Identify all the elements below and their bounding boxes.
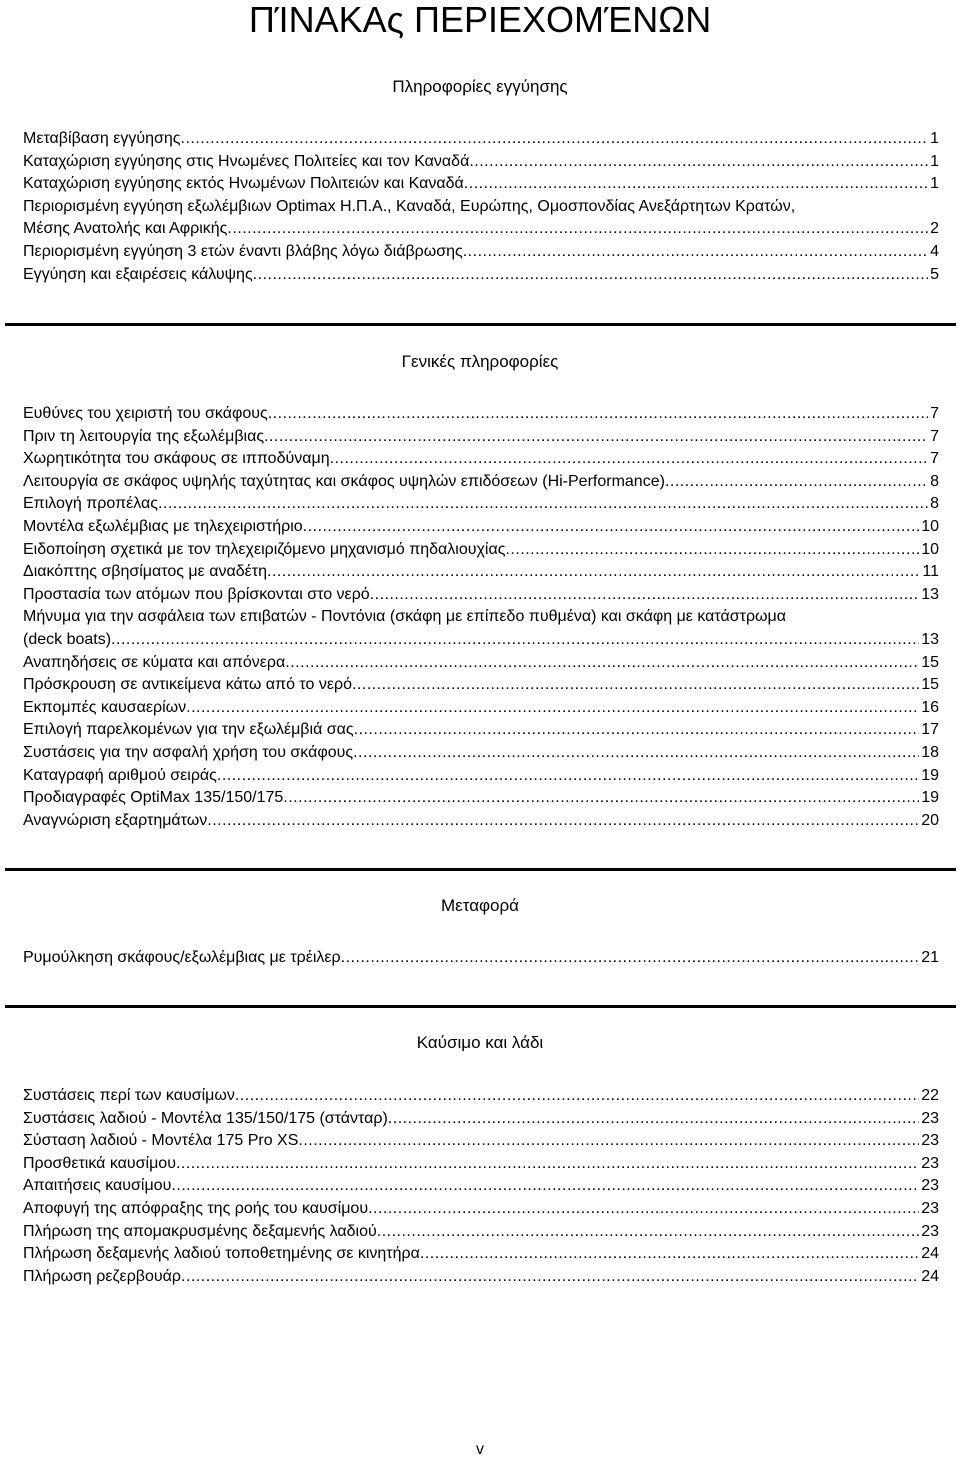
toc-entry-text: Περιορισμένη εγγύηση εξωλέμβιων Optimax Η.Π.Α., Καναδά, Ευρώπης, Ομοσπονδίας Ανεξάρτητων Κρατών, bbox=[23, 197, 796, 215]
dot-leader bbox=[186, 697, 919, 720]
toc-entry[interactable] bbox=[23, 697, 939, 720]
toc-page-number: 17 bbox=[921, 721, 939, 739]
toc-page-number: 8 bbox=[930, 495, 939, 513]
section-title-general: Γενικές πληροφορίες bbox=[401, 352, 559, 371]
toc-entry-text: Συστάσεις περί των καυσίμων bbox=[23, 1087, 235, 1104]
dot-leader bbox=[158, 493, 928, 516]
toc-page-number: 10 bbox=[921, 540, 939, 558]
toc-entry-text: Εγγύηση και εξαιρέσεις κάλυψης bbox=[23, 265, 253, 283]
toc-entry-text: Καταχώριση εγγύησης στις Ηνωμένες Πολιτείες και τον Καναδά bbox=[23, 152, 470, 170]
toc-page-number: 18 bbox=[921, 743, 939, 761]
dot-leader bbox=[665, 471, 928, 494]
toc-entry[interactable] bbox=[23, 1243, 939, 1266]
dot-leader bbox=[370, 584, 920, 607]
toc-page-number: 23 bbox=[921, 1222, 939, 1240]
dot-leader bbox=[253, 264, 928, 287]
toc-page-number: 1 bbox=[930, 152, 939, 170]
toc-entry-text: Αποφυγή της απόφραξης της ροής του καυσίμου bbox=[23, 1199, 369, 1217]
dot-leader bbox=[268, 403, 928, 426]
toc-page-number: 15 bbox=[921, 653, 939, 671]
toc-page-number: 11 bbox=[922, 563, 939, 581]
toc-entry[interactable] bbox=[23, 1221, 939, 1244]
toc-entry[interactable] bbox=[23, 151, 939, 174]
toc-entry[interactable] bbox=[23, 606, 939, 651]
toc-entry[interactable] bbox=[23, 1130, 939, 1153]
toc-entry[interactable] bbox=[23, 719, 939, 742]
section-title-fuel-oil: Καύσιμο και λάδι bbox=[416, 1033, 544, 1052]
toc-entry[interactable] bbox=[23, 765, 939, 788]
toc-page-number: 7 bbox=[930, 427, 939, 445]
toc-page-number: 23 bbox=[921, 1109, 939, 1127]
section-title-warranty: Πληροφορίες εγγύησης bbox=[392, 77, 568, 96]
dot-leader bbox=[377, 1221, 919, 1244]
toc-entry[interactable] bbox=[23, 1153, 939, 1176]
toc-entry[interactable] bbox=[23, 1108, 939, 1131]
toc-entry[interactable] bbox=[23, 1198, 939, 1221]
toc-entry[interactable] bbox=[23, 1175, 939, 1198]
toc-entry-text: Καταγραφή αριθμού σειράς bbox=[23, 766, 217, 784]
section-divider bbox=[5, 1005, 956, 1008]
toc-entry-text: Πλήρωση δεξαμενής λαδιού τοποθετημένης σε κινητήρα bbox=[23, 1245, 420, 1263]
toc-page-number: 20 bbox=[921, 811, 939, 829]
toc-entry-text: Προστασία των ατόμων που βρίσκονται στο νερό bbox=[23, 585, 370, 603]
dot-leader bbox=[420, 1243, 919, 1266]
section-divider bbox=[5, 323, 956, 326]
toc-entry-text: Αναπηδήσεις σε κύματα και απόνερα bbox=[23, 653, 286, 671]
toc-page-number: 24 bbox=[921, 1267, 939, 1285]
toc-page-number: 4 bbox=[930, 242, 939, 260]
toc-entry-text: Περιορισμένη εγγύηση 3 ετών έναντι βλάβης λόγω διάβρωσης bbox=[23, 242, 463, 260]
toc-page-number: 10 bbox=[921, 517, 939, 535]
dot-leader bbox=[303, 516, 920, 539]
toc-entry-text: Μοντέλα εξωλέμβιας με τηλεχειριστήριο bbox=[23, 517, 303, 535]
dot-leader bbox=[111, 629, 919, 652]
toc-entry-text: Επιλογή προπέλας bbox=[23, 495, 158, 513]
toc-entry-text: Ρυμούλκηση σκάφους/εξωλέμβιας με τρέιλερ bbox=[23, 949, 341, 966]
toc-page-number: 22 bbox=[921, 1087, 939, 1104]
toc-entry-text: Πλήρωση της απομακρυσμένης δεξαμενής λαδιού bbox=[23, 1222, 377, 1240]
toc-entry-text: Συστάσεις λαδιού - Μοντέλα 135/150/175 (στάνταρ) bbox=[23, 1109, 388, 1127]
dot-leader bbox=[264, 426, 928, 449]
toc-entry-text: Πριν τη λειτουργία της εξωλέμβιας bbox=[23, 427, 265, 445]
toc-entry-text: Καταχώριση εγγύησης εκτός Ηνωμένων Πολιτειών και Καναδά bbox=[23, 175, 464, 193]
toc-page-number: 13 bbox=[921, 630, 939, 648]
dot-leader bbox=[341, 947, 920, 970]
section-divider bbox=[5, 868, 956, 871]
toc-entry[interactable] bbox=[23, 787, 939, 810]
toc-entry[interactable] bbox=[23, 1266, 939, 1289]
toc-entry-text: Πλήρωση ρεζερβουάρ bbox=[23, 1267, 181, 1285]
toc-entry-text: Μήνυμα για την ασφάλεια των επιβατών - Ποντόνια (σκάφη με επίπεδο πυθμένα) και σκάφη με κατάστρωμα bbox=[23, 608, 787, 626]
toc-entry-text: Εκπομπές καυσαερίων bbox=[23, 698, 187, 716]
toc-page-number: 19 bbox=[921, 789, 939, 807]
dot-leader bbox=[469, 151, 928, 174]
toc-entry-text: Πρόσκρουση σε αντικείμενα κάτω από το νερό bbox=[23, 676, 352, 694]
dot-leader bbox=[505, 539, 919, 562]
dot-leader bbox=[181, 1266, 919, 1289]
toc-entry-text: Προδιαγραφές OptiMax 135/150/175 bbox=[23, 789, 284, 807]
toc-entry-text: Διακόπτης σβησίματος με αναδέτη bbox=[23, 563, 267, 581]
toc-entry-text: Λειτουργία σε σκάφος υψηλής ταχύτητας και σκάφος υψηλών επιδόσεων (Hi-Performance) bbox=[23, 472, 665, 490]
toc-entry[interactable] bbox=[23, 426, 939, 449]
toc-entry[interactable] bbox=[23, 471, 939, 494]
toc-entry[interactable] bbox=[23, 947, 939, 970]
toc-entry[interactable] bbox=[23, 493, 939, 516]
section-title-transport: Μεταφορά bbox=[440, 896, 520, 915]
dot-leader bbox=[235, 1085, 919, 1108]
toc-page-number: 19 bbox=[921, 766, 939, 784]
toc-entry[interactable] bbox=[23, 173, 939, 196]
toc-entry[interactable] bbox=[23, 810, 939, 833]
toc-entry-text: Σύσταση λαδιού - Μοντέλα 175 Pro XS bbox=[23, 1132, 299, 1150]
toc-page-number: 13 bbox=[921, 585, 939, 603]
toc-entry[interactable] bbox=[23, 742, 939, 765]
toc-entry-text: Προσθετικά καυσίμου bbox=[23, 1154, 176, 1172]
toc-page-number: 23 bbox=[921, 1132, 939, 1150]
toc-entry[interactable] bbox=[23, 241, 939, 264]
toc-entry[interactable] bbox=[23, 539, 939, 562]
dot-leader bbox=[283, 787, 919, 810]
toc-entry-text: Ευθύνες του χειριστή του σκάφους bbox=[23, 405, 268, 422]
dot-leader bbox=[217, 765, 919, 788]
toc-page-number: 15 bbox=[921, 676, 939, 694]
toc-entry[interactable] bbox=[23, 561, 939, 584]
toc-list-transport bbox=[23, 947, 939, 970]
dot-leader bbox=[176, 1153, 919, 1176]
toc-list-warranty bbox=[23, 128, 939, 286]
toc-entry[interactable] bbox=[23, 403, 939, 426]
dot-leader bbox=[298, 1130, 919, 1153]
dot-leader bbox=[207, 810, 919, 833]
toc-entry[interactable] bbox=[23, 128, 939, 151]
toc-entry[interactable] bbox=[23, 652, 939, 675]
toc-entry-text: Χωρητικότητα του σκάφους σε ιπποδύναμη bbox=[23, 450, 330, 468]
page-title: ΠΊΝΑΚΑς ΠΕΡΙΕΧΟΜΈΝΩΝ bbox=[248, 0, 712, 40]
toc-list-fuel-oil bbox=[23, 1085, 939, 1288]
dot-leader bbox=[171, 1175, 919, 1198]
toc-page-number: 23 bbox=[921, 1154, 939, 1172]
toc-entry-text: Ειδοποίηση σχετικά με τον τηλεχειριζόμενο μηχανισμό πηδαλιουχίας bbox=[23, 540, 506, 558]
dot-leader bbox=[463, 241, 928, 264]
dot-leader bbox=[227, 218, 928, 241]
dot-leader bbox=[181, 128, 929, 151]
toc-page-number: 24 bbox=[921, 1245, 939, 1263]
toc-page-number: 23 bbox=[921, 1177, 939, 1195]
dot-leader bbox=[368, 1198, 919, 1221]
toc-page-number: 16 bbox=[921, 698, 939, 716]
dot-leader bbox=[330, 448, 928, 471]
toc-page-number: 2 bbox=[930, 220, 939, 238]
toc-entry-text: Συστάσεις για την ασφαλή χρήση του σκάφους bbox=[23, 743, 354, 761]
dot-leader bbox=[354, 719, 920, 742]
toc-entry[interactable] bbox=[23, 584, 939, 607]
toc-entry[interactable] bbox=[23, 196, 939, 241]
toc-entry[interactable] bbox=[23, 516, 939, 539]
dot-leader bbox=[285, 652, 919, 675]
toc-entry-text: (deck boats) bbox=[23, 630, 112, 648]
toc-page-number: 8 bbox=[930, 472, 939, 490]
toc-entry-text: Αναγνώριση εξαρτημάτων bbox=[23, 811, 208, 829]
toc-page-number: 1 bbox=[930, 130, 939, 147]
dot-leader bbox=[352, 674, 919, 697]
toc-page-number: 7 bbox=[930, 450, 939, 468]
toc-entry[interactable] bbox=[23, 674, 939, 697]
dot-leader bbox=[267, 561, 920, 584]
toc-entry-text: Μέσης Ανατολής και Αφρικής bbox=[23, 220, 228, 238]
toc-page-number: 21 bbox=[921, 949, 939, 966]
toc-list-general bbox=[23, 403, 939, 832]
toc-entry-text: Απαιτήσεις καυσίμου bbox=[23, 1177, 172, 1195]
dot-leader bbox=[464, 173, 928, 196]
page-number: v bbox=[476, 1441, 484, 1458]
toc-entry[interactable] bbox=[23, 264, 939, 287]
toc-entry[interactable] bbox=[23, 1085, 939, 1108]
toc-page-number: 7 bbox=[930, 405, 939, 422]
toc-entry[interactable] bbox=[23, 448, 939, 471]
toc-page-number: 1 bbox=[930, 175, 939, 193]
toc-page-number: 23 bbox=[921, 1199, 939, 1217]
toc-entry-text: Επιλογή παρελκομένων για την εξωλέμβιά σας bbox=[23, 721, 354, 739]
dot-leader bbox=[388, 1108, 919, 1131]
toc-entry-text: Μεταβίβαση εγγύησης bbox=[23, 130, 181, 147]
toc-page-number: 5 bbox=[930, 265, 939, 283]
dot-leader bbox=[353, 742, 919, 765]
